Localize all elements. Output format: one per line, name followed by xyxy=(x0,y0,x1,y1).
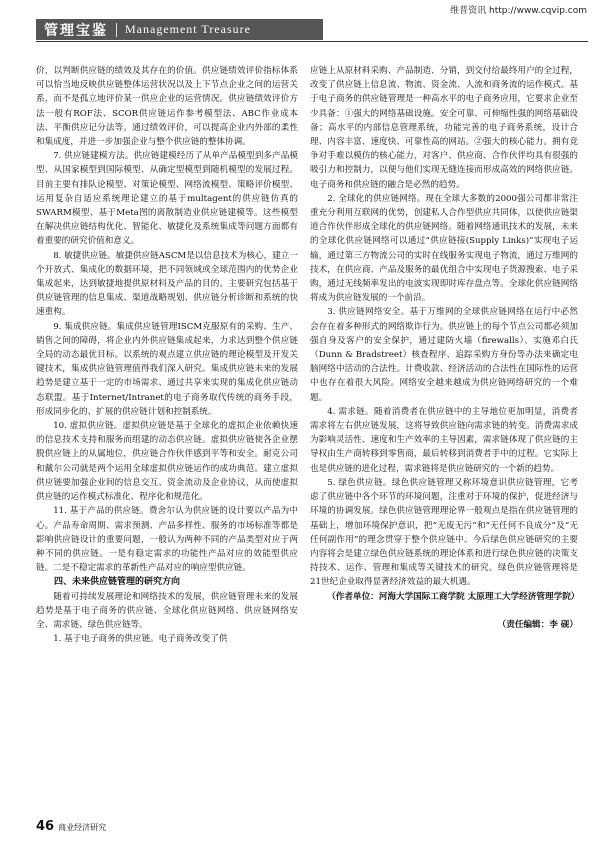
body-paragraph: 5. 绿色供应链。绿色供应链管理又称环境意识供应链管理，它考虑了供应链中各个环节的环境问题，注重对于环境的保护，促进经济与环境的协调发展。绿色供应链管理理论界一般观点是指在供应链管理的基础上，增加环境保护意识，把“无废无污”和“无任何不良成分”及“无任何副作用”的理念贯穿于整个供应链中。今后绿色供应链研究的主要内容将会是建立绿色供应链系统的理论体系和进行绿色供应链的决策支持技术、运作、管理和集成等关键技术的研究。绿色供应链管理将是21世纪企业取得显著经济效益的最大机遇。 xyxy=(310,477,578,588)
body-paragraph: 8. 敏捷供应链。敏捷供应链ASCM是以信息技术为核心，建立一个开放式、集成化的数据环境，把不同领域或全球范围内的优势企业集成起来，达到敏捷地提供原材料及产品的目的。主要研究包括基于供应链管理的信息集成、渠道战略规划、供应链分析诊断和系统的快速重构。 xyxy=(36,250,298,318)
column-title-cn: 管理宝鉴 xyxy=(44,22,108,39)
page-footer xyxy=(36,819,106,834)
column-banner xyxy=(36,19,323,40)
journal-name: 商业经济研究 xyxy=(58,823,107,832)
body-paragraph: 9. 集成供应链。集成供应链管理ISCM克服原有的采购、生产、销售之间的障碍，将企业内外供应链集成起来，力求达到整个供应链全局的动态最优目标。以系统的观点建立供应链的理论模型及开发关键技术，集成供应链管理值得我们深入研究。集成供应链未来的发展趋势是建立基于一定的市场需求、通过共享来实现的集成化供应链动态联盟。基于Internet/Intranet的电子商务取代传统的商务手段，形成同步化的、扩展的供应链计划和控制系统。 xyxy=(36,321,298,417)
body-paragraph: 价，以判断供应链的绩效及其存在的价值。供应链绩效评价指标体系可以恰当地反映供应链整体运营状况以及上下节点企业之间的运营关系，而不是孤立地评价某一供应企业的运营情况。供应链绩效评价方法一般有ROF法、SCOR供应链运作参考模型法、ABC作业成本法、平衡供应记分法等。通过绩效评价，可以提高企业内外部的柔性和集成度，并进一步加强企业与整个供应链的整体协调。 xyxy=(36,66,298,148)
section-heading: 四、未来供应链管理的研究方向 xyxy=(54,577,181,588)
body-paragraph: 应链上从原材料采购、产品制造、分销，到交付给最终用户的全过程，改变了供应链上信息流、物流、资金流、人流和商务流的运作模式。基于电子商务的供应链管理是一种高水平的电子商务应用，它要求企业至少具备：①强大的网络基础设施。安全可靠、可伸缩性强的网络基础设备；高水平的内部信息管理系统，功能完善的电子商务系统，设计合理、内容丰富、速度快、可靠性高的网站。②强大的核心能力。拥有竞争对手难以模仿的核心能力，对客户、供应商、合作伙伴均具有很强的吸引力和控制力，以便与他们实现无缝连接而形成高效的网络供应链。电子商务和供应链的融合是必然的趋势。 xyxy=(310,66,578,190)
body-paragraph: 随着可持续发展理论和网络技术的发展，供应链管理未来的发展趋势是基于电子商务的供应链、全球化供应链网络、供应链网络安全、需求链、绿色供应链等。 xyxy=(36,591,298,630)
banner-divider xyxy=(116,23,117,37)
column-title-en: Management Treasure xyxy=(125,22,251,36)
body-paragraph: 4. 需求链。随着消费者在供应链中的主导地位更加明显，消费者需求将左右供应链发展，这将导致供应链向需求链的转变。消费需求成为影响灵活性、速度和生产效率的主导因素，需求链体现了供应链的主导权由生产商转移到零售商，最后转移到消费者手中的过程。它实际上也是供应链的进化过程，需求链将是供应链研究的一个新的趋势。 xyxy=(310,406,578,474)
body-paragraph: 2. 全球化的供应链网络。现在全球大多数的2000强公司都非常注重充分利用互联网的优势，创建私人合作型供应共同体，以使供应链渠道合作伙伴形成全球化的供应链网络。随着网络通讯技术的发展，未来的全球化供应链网络可以通过“供应链接(Supply Links)”实现电子运输，通过第三方物流公司的实时在线服务实现电子物流，通过万维网的技术，在供应商、产品及服务的最优组合中实现电子货源搜索、电子采购，通过无线频率发出的电波实现即时库存盘点等。全球化供应链网络将成为供应链发展的一个前沿。 xyxy=(310,193,578,304)
header-rule xyxy=(36,41,588,42)
responsible-editor: （责任编辑：李 砚） xyxy=(497,619,578,630)
watermark: 维普资讯 http://www.cqvip.com xyxy=(450,6,587,16)
body-paragraph: 10. 虚拟供应链。虚拟供应链是基于全球化的虚拟企业依赖快速的信息技术支持和服务而组建的动态供应链。虚拟供应链使各企业摆脱供应链上的从属地位，供应链合作伙伴感到平等和安全。耐克公司和戴尔公司就是两个运用全球虚拟供应链运作的成功典范。建立虚拟供应链要加强企业间的信息交互、资金流动及企业协议，从而使虚拟供应链的运作模式标准化、程序化和规范化。 xyxy=(36,421,298,503)
left-column xyxy=(36,64,298,646)
page-number: 46 xyxy=(36,819,55,834)
body-paragraph: 3. 供应链网络安全。基于万维网的全球供应链网络在运行中必然会存在着多种形式的网络欺诈行为。供应链上的每个节点公司都必须加强自身及客户的安全保护，通过建防火墙（firewalls）、实施邓白氏（Dunn & Bradstreet）核查程序、追踪采购方身份等办法来确定电脑网络中活动的合法性。计费收款、经济活动的合法性在国际性的运营中也存在着很大风险。网络安全越来越成为供应链网络研究的一个难题。 xyxy=(310,307,578,403)
body-paragraph: 11. 基于产品的供应链。费舍尔认为供应链的设计要以产品为中心。产品寿命周期、需求预测、产品多样性、服务的市场标准等都是影响供应链设计的重要问题，一般认为两种不同的产品类型对应于两种不同的供应链。一是有稳定需求的功能性产品对应的效能型供应链。二是不稳定需求的革新性产品对应的响应型供应链。 xyxy=(36,506,298,574)
body-paragraph: 1. 基于电子商务的供应链。电子商务改变了供 xyxy=(53,634,228,645)
author-affiliation: （作者单位：河海大学国际工商学院 太原理工大学经济管理学院） xyxy=(327,591,580,602)
body-paragraph: 7. 供应链建模方法。供应链建模经历了从单产品模型到多产品模型、从国家模型到国际模型、从确定型模型到随机模型的发展过程。目前主要有排队论模型、对策论模型、网络流模型、策略评价模型、运用复杂自适应系统理论建立的基于multagent的供应链仿真的SWARM模型、基于Meta图的离散制造业供应链建模等。这些模型在解决供应链结构优化、智能化、敏捷化及系统集成等问题方面都有着重要的研究价值和意义。 xyxy=(36,151,298,247)
right-column xyxy=(310,64,578,632)
